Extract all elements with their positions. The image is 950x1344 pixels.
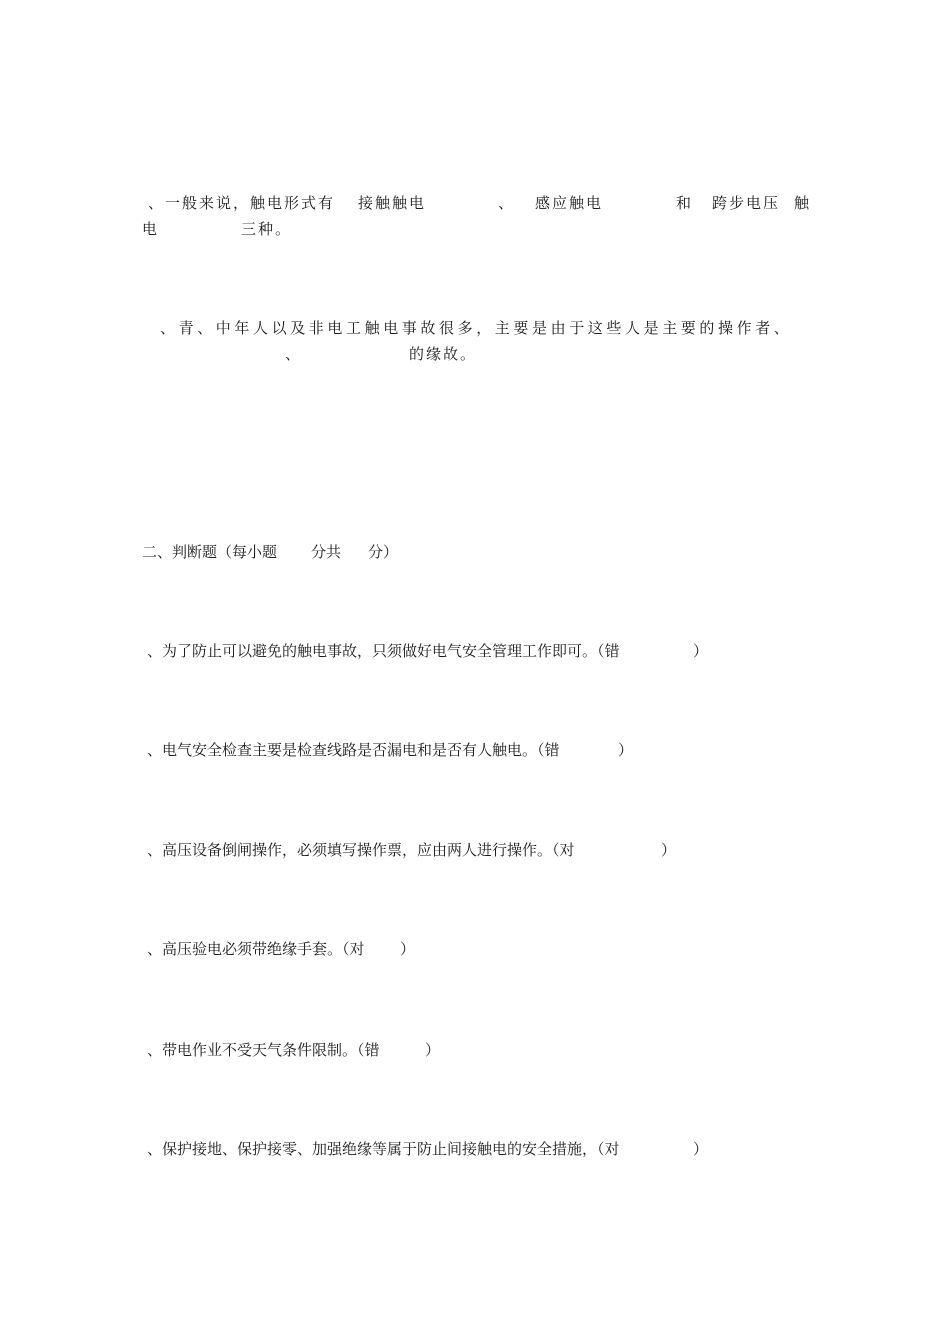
section-heading-mid: 分共: [311, 543, 342, 561]
q2-suffix: 的缘故。: [409, 345, 478, 363]
q1-prefix: 、一般来说，触电形式有: [148, 194, 336, 212]
q1-answer-1: 接触触电: [358, 194, 427, 212]
judgment-text: 、保护接地、保护接零、加强绝缘等属于防止间接触电的安全措施，（对: [147, 1140, 620, 1158]
judgment-close: ）: [661, 841, 677, 859]
judgment-text: 、带电作业不受天气条件限制。（错: [147, 1041, 380, 1059]
q1-line2-start: 电: [142, 220, 158, 238]
judgment-text: 、高压设备倒闸操作，必须填写操作票，应由两人进行操作。（对: [147, 841, 575, 859]
q1-suffix: 三种。: [241, 220, 293, 238]
q2-separator: 、: [285, 345, 301, 363]
judgment-text: 、高压验电必须带绝缘手套。（对: [147, 940, 365, 958]
section-heading-start: 二、判断题（每小题: [142, 543, 278, 561]
section-heading-end: 分）: [368, 543, 399, 561]
q1-answer-3-cont: 触: [794, 194, 810, 212]
judgment-close: ）: [693, 642, 709, 660]
judgment-close: ）: [425, 1041, 441, 1059]
judgment-text: 、电气安全检查主要是检查线路是否漏电和是否有人触电。（错: [147, 741, 560, 759]
judgment-text: 、为了防止可以避免的触电事故，只须做好电气安全管理工作即可。（错: [147, 642, 620, 660]
q1-separator: 、: [498, 194, 514, 212]
judgment-close: ）: [693, 1140, 709, 1158]
q2-line1: 、青、中年人以及非电工触电事故很多，主要是由于这些人是主要的操作者、: [160, 319, 793, 337]
judgment-close: ）: [400, 940, 416, 958]
q1-answer-2: 感应触电: [535, 194, 604, 212]
q1-and: 和: [676, 194, 692, 212]
judgment-close: ）: [618, 741, 634, 759]
q1-answer-3: 跨步电压: [712, 194, 781, 212]
